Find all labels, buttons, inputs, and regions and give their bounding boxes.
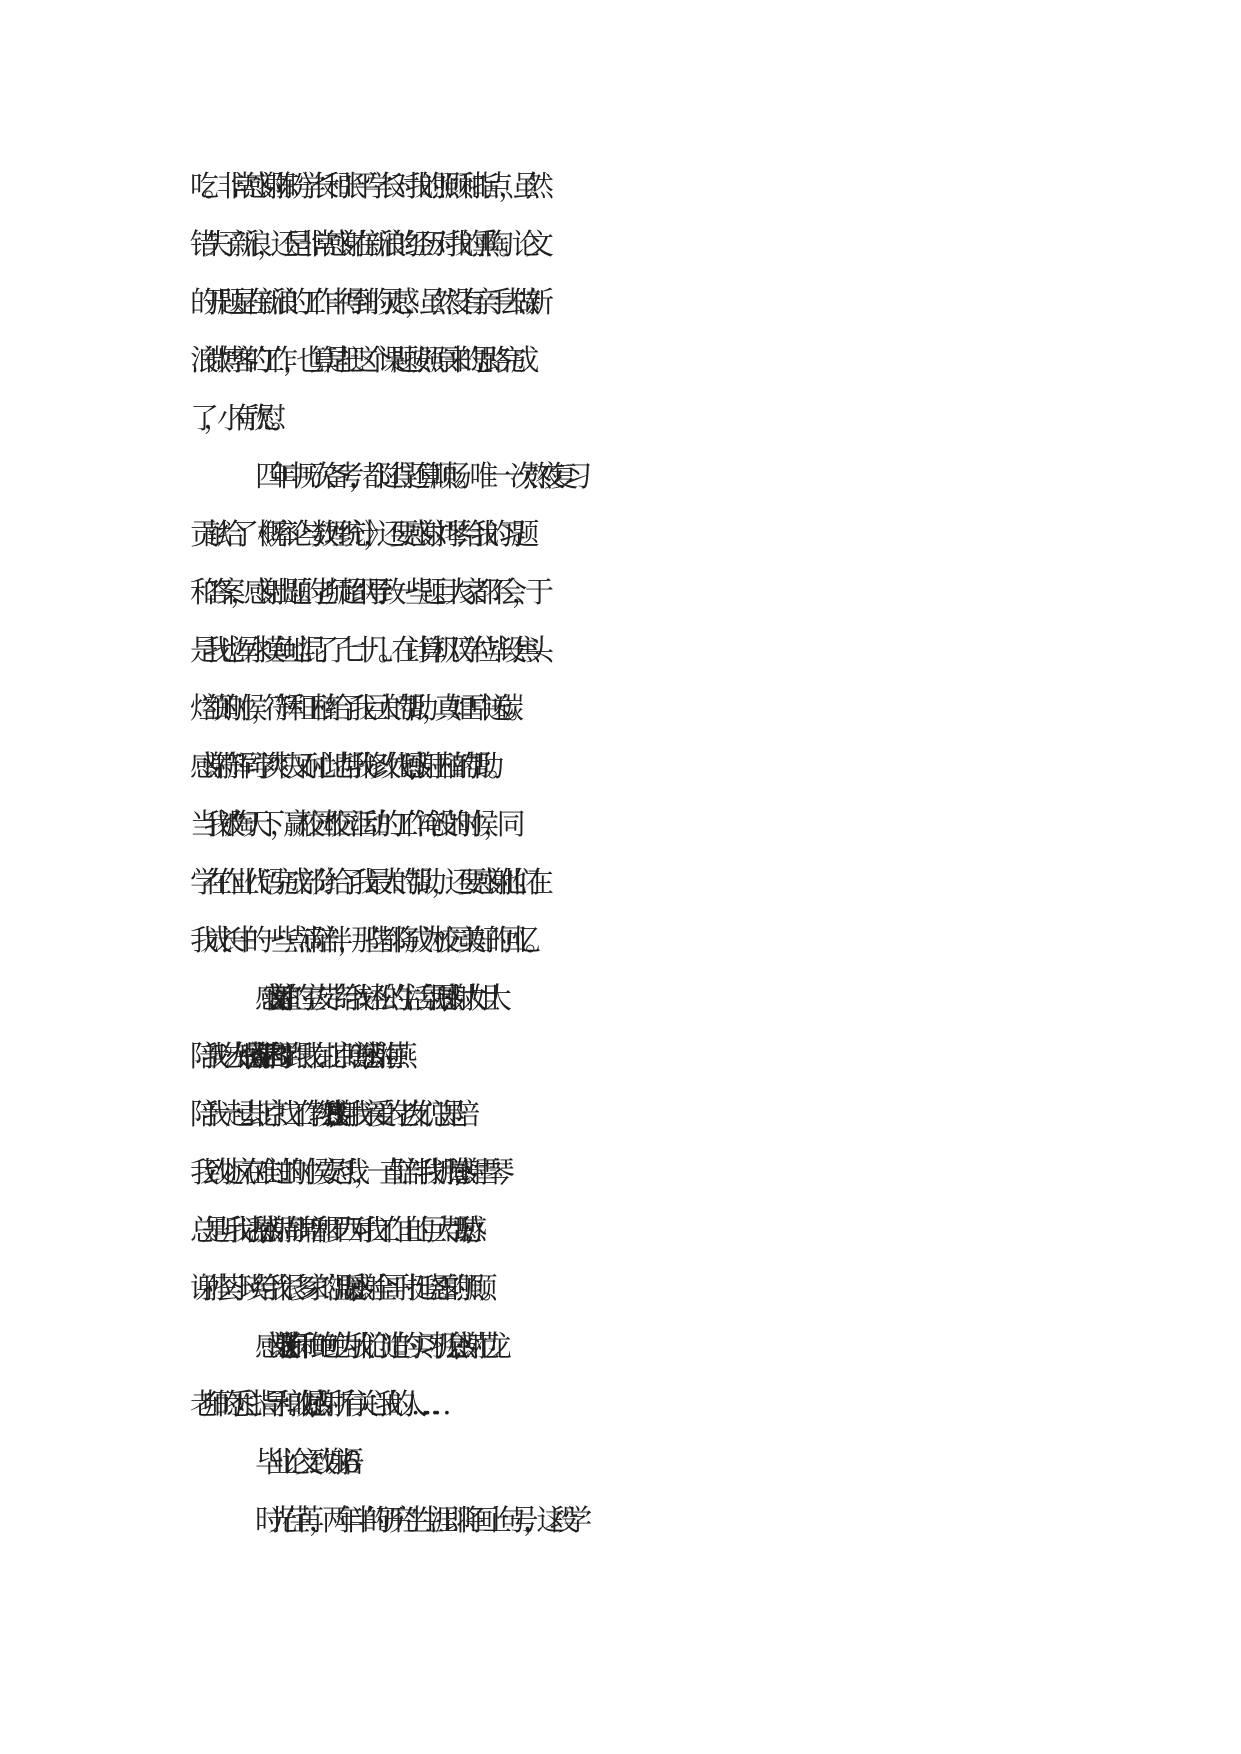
- text-line: 总是听我话捞;感谢周锦增和罗西对我工作上的巨大帮助;感: [190, 1213, 471, 1247]
- text-line: 谢孙荟小瑛给我很多家的温暖;感谢全哥叶挺晓露的照顾。: [190, 1271, 494, 1305]
- text-line: 感谢符辉同学爽快又耐心地帮我修改代码,感谢王楠的帮助。: [190, 749, 500, 783]
- text-line: 的开题是在新浪的工作中得到的灵感，虽然没有亲手去做新: [190, 285, 539, 319]
- text-line: 我到处疯在难过的时候安慰我，一直陪伴我折腾;感谢雪琴: [190, 1155, 499, 1189]
- text-line: 学在作业代码完成部分给了我最大的帮助，还要感谢他们在: [190, 865, 539, 899]
- text-line: 吃。非常感谢陈盼学长和张平学长对我的照顾和指点，虽然: [190, 169, 539, 203]
- text-line: 我成长中的一些点滴陪伴，那些都将成为校园美好的回忆。: [190, 923, 539, 957]
- text-line: 陪我一起去北京找工作教我 PS;感谢我亲爱的老友们总是陪: [190, 1097, 463, 1131]
- text-line: 四年中历次备考，都过得还算顺畅。唯一一次熬夜复习: [255, 459, 577, 493]
- text-line: 浪微博客的`工作，也算是把这个课题按照原来的思路完成: [190, 343, 524, 377]
- text-line: 感谢 xx 寝室的室友带给我轻松的生活氛围;感谢大姐大: [255, 981, 495, 1015]
- text-line: 和答案，感谢出题的老师超纲导致一些题目大家都不会，于: [190, 575, 539, 609]
- section-heading: 毕业论文致谢语 6: [255, 1445, 346, 1479]
- text-line: 贡献给了《概率论与数理统计》，还要感谢刘琴给我的习题: [190, 517, 524, 551]
- text-line: 陪我吃火锅;感谢 a 同学和 B 同学跟我在北京瞎逛;感谢海燕: [190, 1039, 401, 1073]
- text-line: 感谢陈 xx 老师和鲍鲍为我们创造的实习机会;感谢范龙: [255, 1329, 495, 1363]
- text-line: 错失了新浪，还是非常感谢在新浪的经历对我的熏陶。论文: [190, 227, 539, 261]
- text-line: 烂额的时候，符辉和王楠给了我巨大的帮助，真如雪中送碳。: [190, 691, 520, 725]
- text-line: 当我被“陶天下，赢校园”校园活动的工作淹没的时候，同: [190, 807, 511, 841]
- text-line: 是我也浑水摸鱼地混了了七十几。在计算机双学位毕设焦头: [190, 633, 539, 667]
- text-line: 时光荏苒，两年半的研究生生涯即将画上句号，这段学: [255, 1503, 577, 1537]
- text-line: 老师的悉心指导和敦促;感谢所有关心我的人……: [190, 1387, 435, 1421]
- text-line: 了，小有欣慰。: [190, 401, 284, 435]
